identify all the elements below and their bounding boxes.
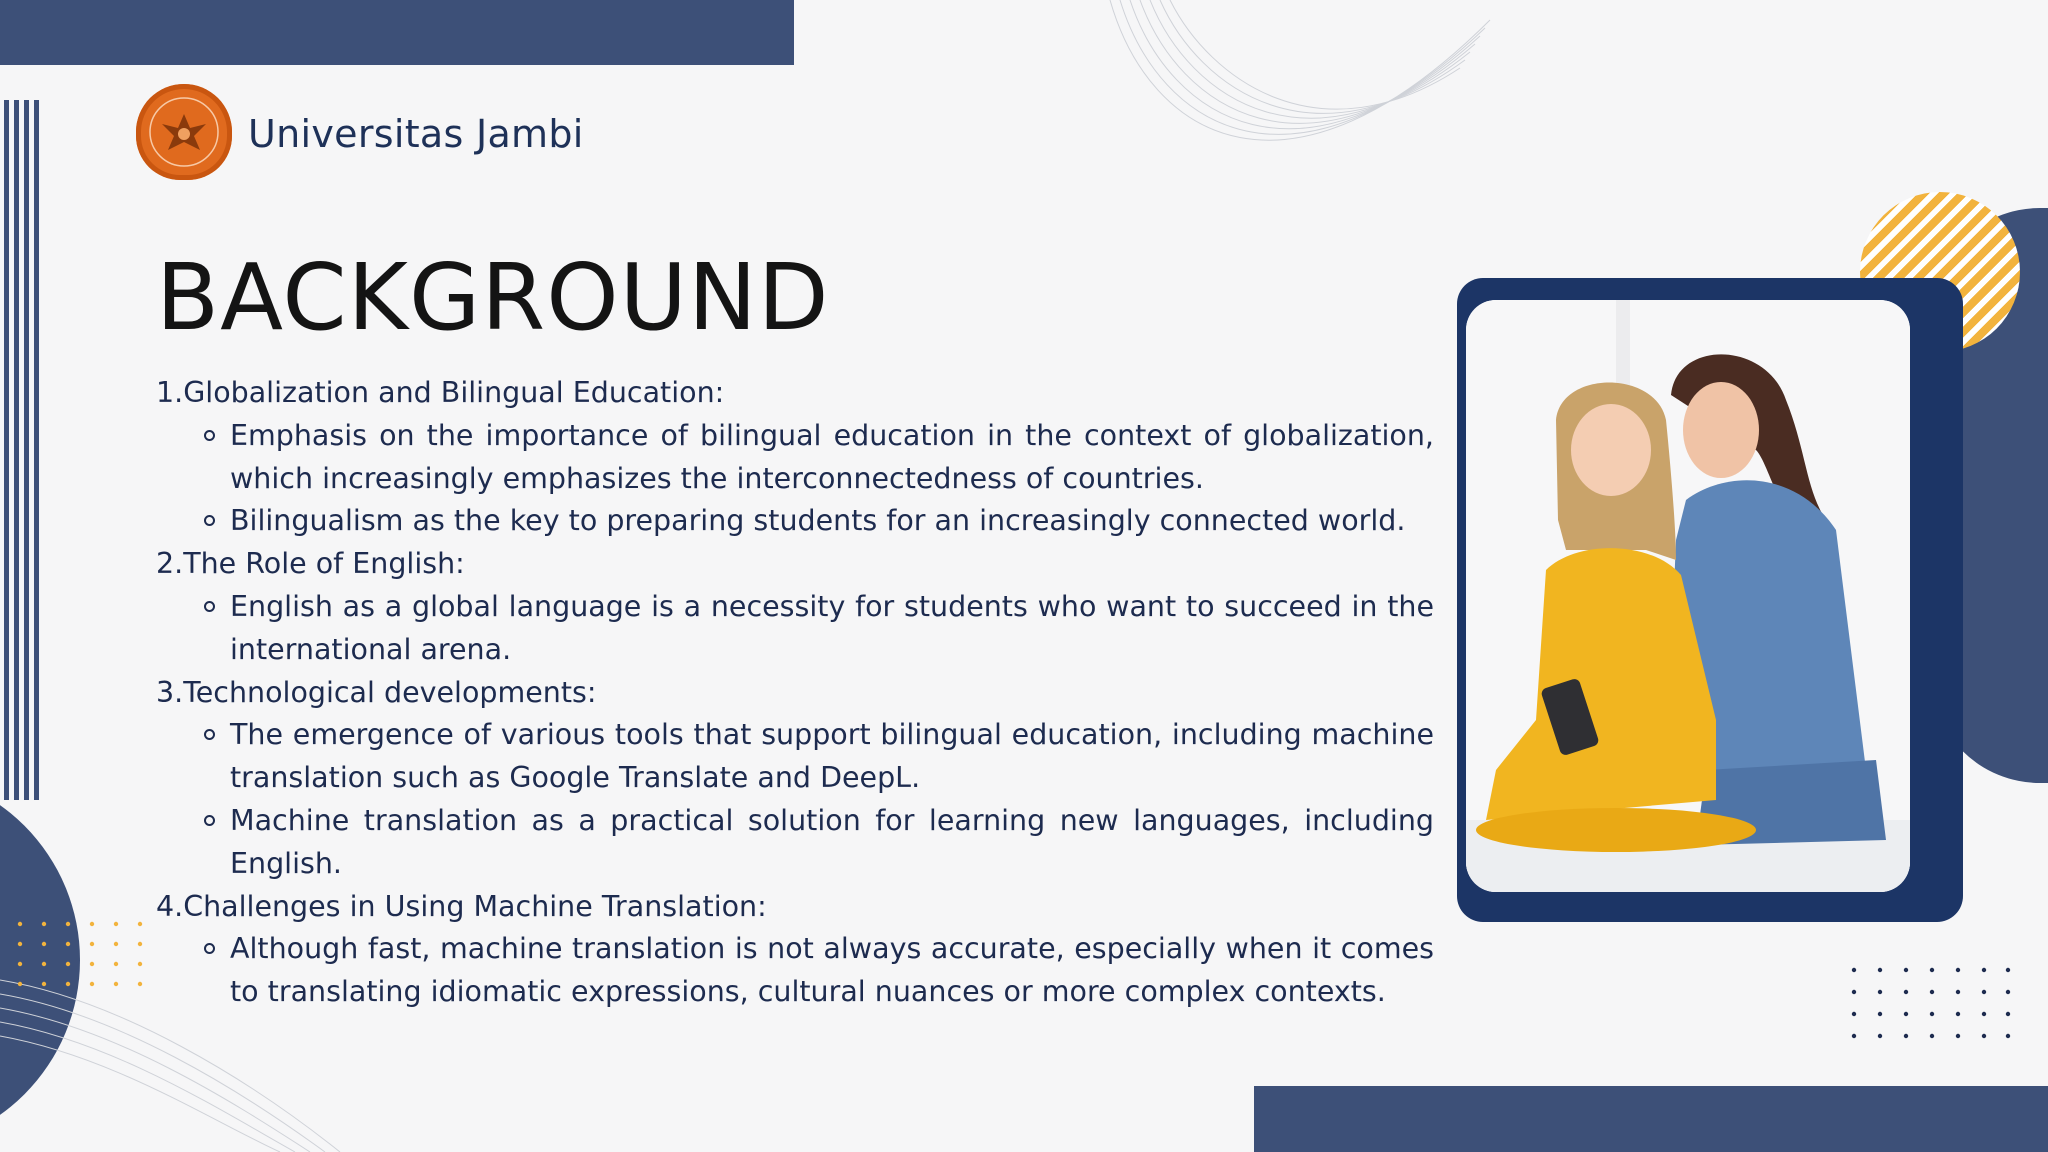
- dot-grid-decor: [1850, 966, 2012, 1042]
- university-logo: [136, 84, 232, 180]
- vertical-stripes-decor: [0, 100, 46, 800]
- bullet-list: [156, 714, 1434, 885]
- dot-grid-decor: [14, 918, 144, 998]
- mother-daughter-photo: [1466, 300, 1910, 892]
- institution-name: Universitas Jambi: [248, 112, 584, 156]
- section-heading: 2.The Role of English:: [156, 547, 465, 581]
- bullet-item: English as a global language is a necessity for students who want to succeed in the international arena.: [156, 586, 1434, 672]
- background-content: [156, 372, 1434, 1014]
- section-heading: 4.Challenges in Using Machine Translation:: [156, 889, 767, 923]
- bullet-list: [156, 586, 1434, 672]
- bullet-item: Bilingualism as the key to preparing students for an increasingly connected world.: [156, 500, 1434, 543]
- bullet-item: Although fast, machine translation is not always accurate, especially when it comes to translating idiomatic expressions, cultural nuances or more complex contexts.: [156, 928, 1434, 1014]
- section-heading: 3.Technological developments:: [156, 675, 597, 709]
- bullet-list: [156, 415, 1434, 543]
- section-heading: 1.Globalization and Bilingual Education:: [156, 376, 725, 409]
- wave-pattern-decor: [1090, 0, 1510, 210]
- bottom-decor-bar: [1254, 1086, 2048, 1152]
- slide-title: BACKGROUND: [156, 244, 830, 351]
- bullet-item: Machine translation as a practical solution for learning new languages, including English.: [156, 800, 1434, 886]
- bullet-list: [156, 928, 1434, 1014]
- bullet-item: The emergence of various tools that support bilingual education, including machine translation such as Google Translate and DeepL.: [156, 714, 1434, 800]
- top-decor-bar: [0, 0, 794, 65]
- bullet-item: Emphasis on the importance of bilingual education in the context of globalization, which increasingly emphasizes the interconnectedness of countries.: [156, 415, 1434, 501]
